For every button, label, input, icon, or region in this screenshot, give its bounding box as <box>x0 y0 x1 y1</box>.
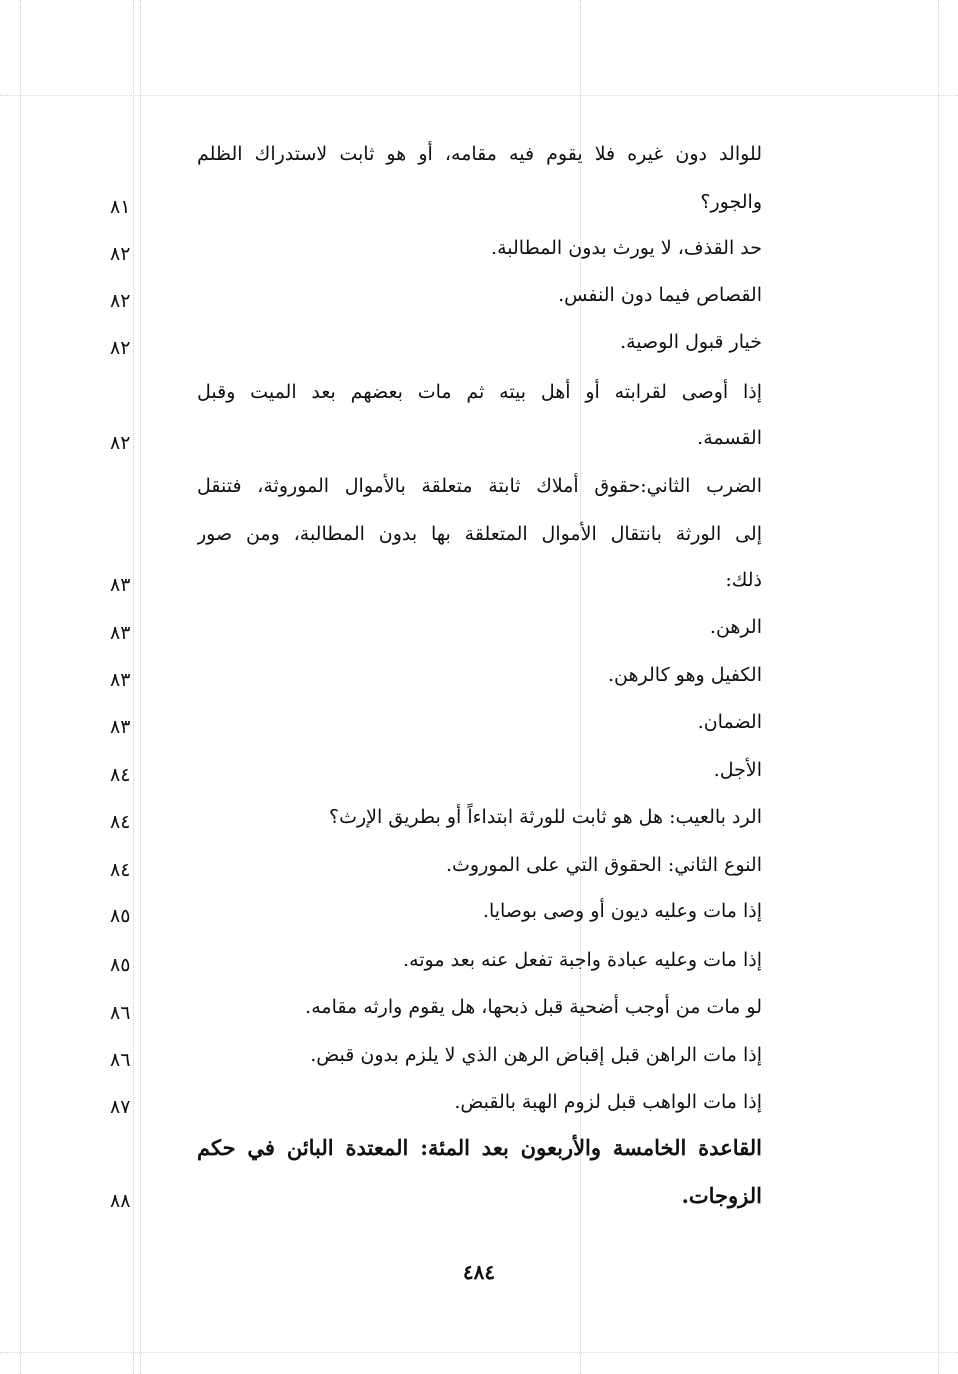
entry-text: القصاص فيما دون النفس. <box>558 284 762 306</box>
entry-page-number: ٨٣ <box>110 716 131 738</box>
entry-page-number: ٨٤ <box>110 859 131 881</box>
entry-page-number: ٨٣ <box>110 622 131 644</box>
entry-text: إذا مات الواهب قبل لزوم الهبة بالقبض. <box>454 1091 762 1113</box>
entry-text: الضمان. <box>697 711 762 733</box>
entry-text: إلى الورثة بانتقال الأموال المتعلقة بها بدون المطالبة، ومن صور <box>197 523 762 545</box>
entry-text: الرد بالعيب: هل هو ثابت للورثة ابتداءاً أو بطريق الإرث؟ <box>329 806 762 828</box>
entry-text: الضرب الثاني:حقوق أملاك ثابتة متعلقة بالأموال الموروثة، فتنقل <box>197 475 762 497</box>
entry-page-number: ٨٥ <box>110 905 131 927</box>
entry-text: والجور؟ <box>700 191 762 213</box>
entry-page-number: ٨٤ <box>110 764 131 786</box>
entry-text: إذا مات وعليه عبادة واجبة تفعل عنه بعد موته. <box>403 949 762 971</box>
entry-page-number: ٨٥ <box>110 954 131 976</box>
entry-text: حد القذف، لا يورث بدون المطالبة. <box>491 237 762 259</box>
entry-page-number: ٨٦ <box>110 1049 131 1071</box>
entry-page-number: ٨٢ <box>110 243 131 265</box>
entry-page-number: ٨٣ <box>110 669 131 691</box>
entry-page-number: ٨٢ <box>110 432 131 454</box>
entry-text: إذا مات الراهن قبل إقباض الرهن الذي لا يلزم بدون قبض. <box>310 1044 762 1066</box>
entry-text: إذا أوصى لقرابته أو أهل بيته ثم مات بعضهم بعد الميت وقبل <box>197 381 762 403</box>
entry-page-number: ٨٢ <box>110 290 131 312</box>
entry-text: الرهن. <box>709 616 762 638</box>
entry-text: ذلك: <box>725 569 762 591</box>
entry-text: القاعدة الخامسة والأربعون بعد المئة: المعتدة البائن في حكم <box>197 1135 762 1160</box>
page-number: ٤٨٤ <box>462 1260 496 1284</box>
entry-text: الكفيل وهو كالرهن. <box>607 664 762 686</box>
entry-page-number: ٨٨ <box>110 1190 131 1212</box>
entry-text: خيار قبول الوصية. <box>620 331 762 353</box>
entry-text: الزوجات. <box>681 1183 762 1208</box>
entry-text: إذا مات وعليه ديون أو وصى بوصايا. <box>482 900 762 922</box>
entry-page-number: ٨٤ <box>110 811 131 833</box>
entry-page-number: ٨٧ <box>110 1096 131 1118</box>
entry-text: الأجل. <box>713 759 762 781</box>
entry-page-number: ٨١ <box>110 196 131 218</box>
entry-page-number: ٨٣ <box>110 574 131 596</box>
entry-text: للوالد دون غيره فلا يقوم فيه مقامه، أو هو ثابت لاستدراك الظلم <box>197 143 762 165</box>
entry-text: القسمة. <box>697 427 762 449</box>
entry-text: النوع الثاني: الحقوق التي على الموروث. <box>445 854 762 876</box>
entry-page-number: ٨٦ <box>110 1002 131 1024</box>
entry-page-number: ٨٢ <box>110 337 131 359</box>
entry-text: لو مات من أوجب أضحية قبل ذبحها، هل يقوم وارثه مقامه. <box>305 996 762 1018</box>
